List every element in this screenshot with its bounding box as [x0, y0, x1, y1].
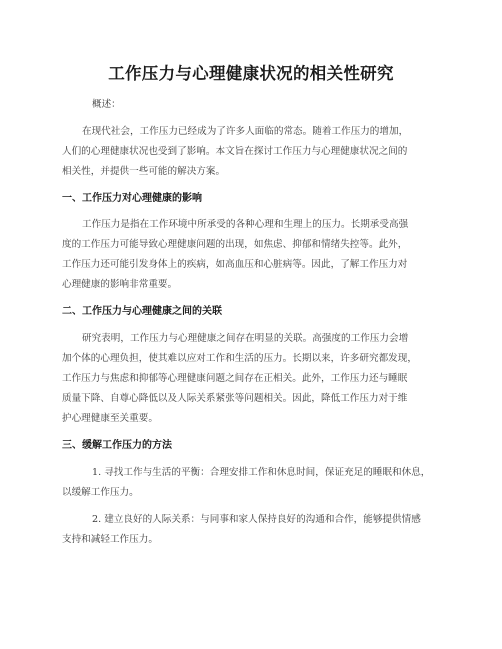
overview-line: 在现代社会，工作压力已经成为了许多人面临的常态。随着工作压力的增加，	[82, 126, 409, 137]
paragraph-line: 工作压力是指在工作环境中所承受的各种心理和生理上的压力。长期承受高强	[82, 219, 409, 230]
section-heading: 三、缓解工作压力的方法	[62, 440, 172, 451]
paragraph-line: 工作压力还可能引发身体上的疾病，如高血压和心脏病等。因此，了解工作压力对	[62, 259, 408, 270]
paragraph-line: 度的工作压力可能导致心理健康问题的出现，如焦虑、抑郁和情绪失控等。此外，	[62, 239, 408, 250]
document-title: 工作压力与心理健康状况的相关性研究	[108, 64, 394, 83]
paragraph-line: 护心理健康至关重要。	[62, 413, 158, 424]
paragraph-line: 质量下降、自尊心降低以及人际关系紧张等问题相关。因此，降低工作压力对于维	[62, 393, 408, 404]
section-heading: 一、工作压力对心理健康的影响	[62, 193, 202, 204]
paragraph-line: 加个体的心理负担，使其难以应对工作和生活的压力。长期以来，许多研究都发现，	[62, 353, 417, 364]
list-item-line: 以缓解工作压力。	[62, 487, 139, 498]
paragraph-line: 工作压力与焦虑和抑郁等心理健康问题之间存在正相关。此外，工作压力还与睡眠	[62, 373, 408, 384]
overview-label: 概述：	[92, 99, 121, 110]
overview-line: 人们的心理健康状况也受到了影响。本文旨在探讨工作压力与心理健康状况之间的	[62, 146, 408, 157]
paragraph-line: 研究表明，工作压力与心理健康之间存在明显的关联。高强度的工作压力会增	[82, 333, 409, 344]
section-heading: 二、工作压力与心理健康之间的关联	[62, 306, 222, 317]
list-item-line: 1. 寻找工作与生活的平衡：合理安排工作和休息时间，保证充足的睡眠和休息，	[92, 467, 431, 478]
paragraph-line: 心理健康的影响非常重要。	[62, 279, 178, 290]
list-item-line: 支持和减轻工作压力。	[62, 534, 158, 545]
overview-line: 相关性，并提供一些可能的解决方案。	[62, 166, 226, 177]
list-item-line: 2. 建立良好的人际关系：与同事和家人保持良好的沟通和合作，能够提供情感	[92, 514, 421, 525]
